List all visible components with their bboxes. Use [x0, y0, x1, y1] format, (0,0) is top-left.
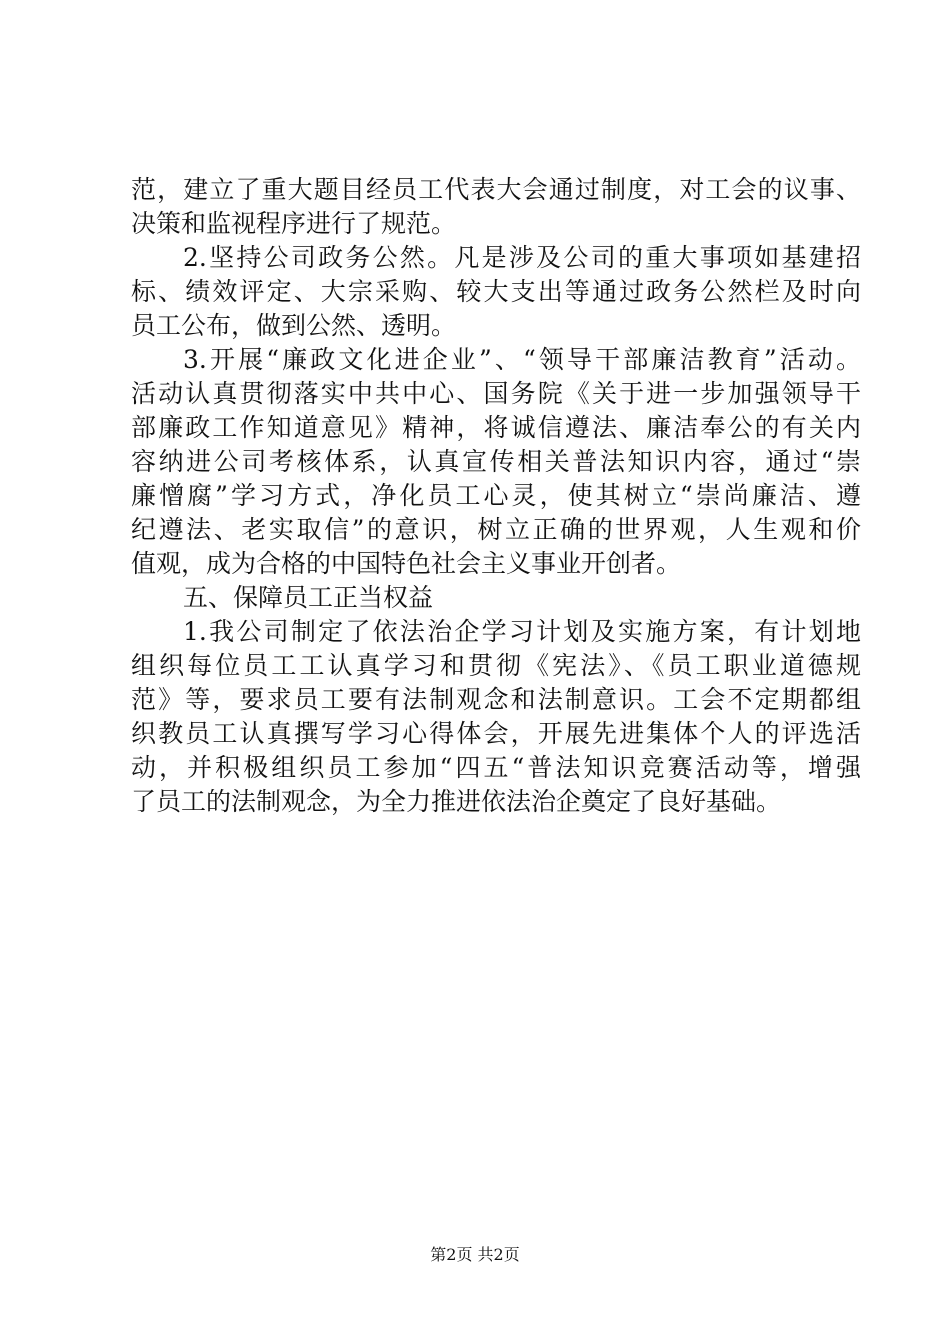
text-line: 组织每位员工工认真学习和贯彻《宪法》、《员工职业道德规: [131, 651, 861, 680]
text-line: 值观，成为合格的中国特色社会主义事业开创者。: [131, 549, 682, 578]
text-line: 容纳进公司考核体系，认真宣传相关普法知识内容，通过“崇: [131, 447, 861, 476]
text-line: 动，并积极组织员工参加“四五“普法知识竞赛活动等，增强: [131, 753, 861, 782]
text-line: 2.坚持公司政务公然。凡是涉及公司的重大事项如基建招: [183, 243, 861, 272]
text-line: 了员工的法制观念，为全力推进依法治企奠定了良好基础。: [131, 787, 782, 816]
text-line: 范》等，要求员工要有法制观念和法制意识。工会不定期都组: [131, 685, 861, 714]
text-line: 部廉政工作知道意见》精神，将诚信遵法、廉洁奉公的有关内: [131, 413, 861, 442]
text-line: 标、绩效评定、大宗采购、较大支出等通过政务公然栏及时向: [131, 277, 861, 306]
page-footer: 第2页 共2页: [430, 1245, 520, 1264]
text-line: 决策和监视程序进行了规范。: [131, 209, 457, 238]
text-line: 纪遵法、老实取信”的意识，树立正确的世界观，人生观和价: [131, 515, 861, 544]
text-line: 五、保障员工正当权益: [183, 583, 434, 612]
text-line: 1.我公司制定了依法治企学习计划及实施方案，有计划地: [183, 617, 861, 646]
text-line: 活动认真贯彻落实中共中心、国务院《关于进一步加强领导干: [131, 379, 861, 408]
text-line: 范，建立了重大题目经员工代表大会通过制度，对工会的议事、: [131, 175, 861, 204]
text-line: 员工公布，做到公然、透明。: [131, 311, 457, 340]
text-line: 织教员工认真撰写学习心得体会，开展先进集体个人的评选活: [131, 719, 861, 748]
body-text: [131, 173, 861, 819]
text-line: 3.开展“廉政文化进企业”、“领导干部廉洁教育”活动。: [183, 345, 861, 374]
text-line: 廉憎腐”学习方式，净化员工心灵，使其树立“崇尚廉洁、遵: [131, 481, 861, 510]
